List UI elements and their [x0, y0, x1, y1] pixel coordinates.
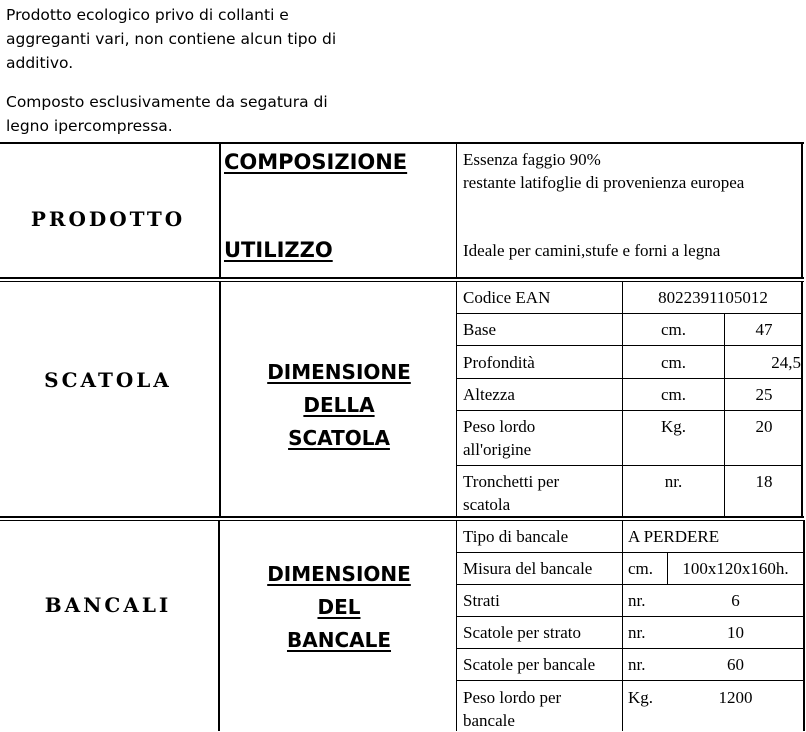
table-row-value: 24,5: [771, 353, 801, 372]
table-row-value: 25: [755, 385, 773, 404]
table-row-value: 60: [727, 655, 744, 674]
ean-label: Codice EAN: [463, 288, 551, 307]
utilizzo-text: Ideale per camini,stufe e forni a legna: [463, 241, 721, 260]
table-row-unit: cm.: [628, 559, 654, 578]
table-row-unit: Kg.: [628, 688, 654, 707]
table-row-value: 20: [755, 417, 773, 436]
section-label-bancali: BANCALI: [44, 593, 172, 617]
table-row-label: Scatole per strato: [463, 623, 582, 642]
section-label-prodotto: PRODOTTO: [30, 207, 186, 231]
ean-value: 8022391105012: [658, 288, 768, 307]
table-row-unit: nr.: [628, 591, 646, 610]
table-row-label: Peso lordo per bancale: [463, 688, 562, 730]
intro-line: Prodotto ecologico privo di collanti e: [6, 6, 289, 24]
utilizzo-heading: UTILIZZO: [224, 238, 333, 262]
table-row-unit: cm.: [660, 385, 687, 404]
intro-line: Composto esclusivamente da segatura di: [6, 93, 328, 111]
table-row-unit: nr.: [664, 472, 683, 491]
table-row-value: 47: [755, 320, 773, 339]
intro-line: legno ipercompressa.: [6, 117, 173, 135]
table-row-label: Scatole per bancale: [463, 655, 596, 674]
tipo-bancale-label: Tipo di bancale: [463, 527, 569, 546]
table-row-label: Altezza: [463, 385, 515, 404]
table-row-label: Peso lordo all'origine: [463, 417, 536, 459]
table-row-label: Base: [463, 320, 497, 339]
table-row-label: Tronchetti per scatola: [463, 472, 560, 514]
table-row-label: Misura del bancale: [463, 559, 593, 578]
scatola-dimension-heading: DIMENSIONE DELLA SCATOLA: [267, 360, 411, 450]
intro-line: additivo.: [6, 54, 74, 72]
table-row-unit: nr.: [628, 655, 646, 674]
section-label-scatola: SCATOLA: [44, 368, 172, 392]
table-row-value: 100x120x160h.: [682, 559, 789, 578]
table-row-value: 18: [755, 472, 773, 491]
table-row-unit: Kg.: [660, 417, 687, 436]
tipo-bancale-value: A PERDERE: [628, 527, 720, 546]
table-row-label: Strati: [463, 591, 500, 610]
table-row-label: Profondità: [463, 353, 535, 372]
table-row-value: 6: [731, 591, 740, 610]
intro-paragraph-2: [6, 90, 406, 138]
table-row-unit: cm.: [660, 320, 687, 339]
intro-line: aggreganti vari, non contiene alcun tipo di: [6, 30, 337, 48]
composizione-text: Essenza faggio 90% restante latifoglie di provenienza europea: [463, 150, 745, 192]
table-row-value: 10: [727, 623, 744, 642]
composizione-heading: COMPOSIZIONE: [224, 150, 408, 174]
intro-paragraph-1: [6, 3, 406, 75]
table-row-unit: cm.: [660, 353, 687, 372]
table-row-unit: nr.: [628, 623, 646, 642]
bancale-dimension-heading: DIMENSIONE DEL BANCALE: [267, 562, 411, 652]
table-row-value: 1200: [718, 688, 753, 707]
